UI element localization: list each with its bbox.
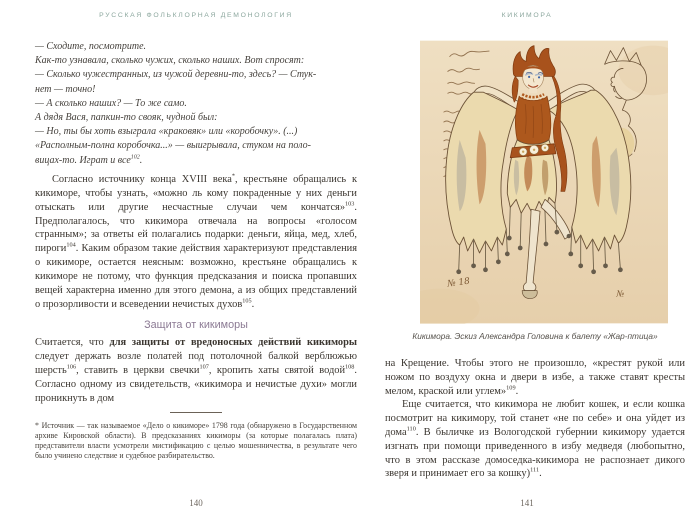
page-number-left: 140 bbox=[189, 498, 203, 508]
illustration-kikimora-costume-sketch bbox=[420, 40, 668, 324]
dialogue-line: — Сколько чужестранных, из чужой деревни-то, здесь? — Стук- bbox=[35, 69, 317, 81]
paragraph-divination: Согласно источнику конца XVIII века*, крестьяне обращались к кикиморе, чтобы узнать, «можно ль кому покраденные у них деньги отыскать или другие несчастные случаи чем кончатся»$^{103}$. Предполагалось, что кикимора отвечала на вопросы «голосом странным»; за ответы ей полагались подарки: деньги, яйца, мед, хлеб, пироги$^{104}$. Каким образом такие действия характеризуют представления о кикиморе, остается неясным: возможно, крестьяне обращались к кикиморе не потому, что функция предсказания и поиска пропавших вещей характерна именно для этого демона, а из общих представлений о прозорливости и всеведении нечистых духов$^{105}$. bbox=[35, 172, 357, 310]
running-head-left: РУССКАЯ ФОЛЬКЛОРНАЯ ДЕМОНОЛОГИЯ bbox=[99, 12, 293, 19]
dialogue-line: А дядя Вася, папкин-то свояк, чудной был: bbox=[35, 112, 218, 124]
sketch-number-mark-left: № 18 bbox=[446, 276, 471, 290]
sketch-number-mark-right: № bbox=[616, 288, 625, 299]
dialogue-line: вицах-то. Играт и все$^{102}$. bbox=[35, 154, 143, 166]
dialogue-line: — Сходите, посмотрите. bbox=[35, 41, 147, 52]
dialogue-line: — Но, ты бы хоть взыграла «краковяк» или «коробочку». (...) bbox=[35, 126, 298, 138]
page-number-right: 141 bbox=[520, 498, 534, 508]
footnote-source: * Источник — так называемое «Дело о кикиморе» 1798 года (обнаружено в Государственном архиве Кировской области). В предсказаниях кикиморы (за которые полагалась плата) представители власти усмотрели мистификацию с целью мошенничества, в результате чего было учинено следствие и судебное разбирательство. bbox=[35, 421, 357, 460]
section-heading: Защита от кикиморы bbox=[144, 318, 248, 331]
dialogue-line: — А сколько наших? — То же само. bbox=[35, 97, 187, 109]
dialogue-line: «Располным-полна коробочка...» — выигрывала, стуком на поло- bbox=[35, 140, 311, 152]
footnote-rule bbox=[170, 412, 222, 413]
dialogue-line: нет — точно! bbox=[35, 83, 96, 95]
paragraph-crosses: на Крещение. Чтобы этого не произошло, «крестят рукой или ножом по воздуху окна и двери в избе, а также ставят кресты мелом, краской или углем»$^{109}$. bbox=[385, 358, 685, 397]
left-page-text-column bbox=[35, 40, 357, 461]
folklore-dialogue-block bbox=[35, 40, 357, 168]
necklace bbox=[515, 94, 550, 144]
dialogue-line: Как-то узнавала, сколько чужих, сколько наших. Вот спросят: bbox=[35, 55, 305, 67]
paragraph-protection: Считается, что для защиты от вредоносных действий кикиморы следует держать возле полатей под потолочной балкой верблюжью шерсть$^{106}$, ставить в церкви свечки$^{107}$, кропить хаты святой водой$^{108}$. Согласно одному из свидетельств, «кикимора и нечистые духи» могли проникнуть в дом bbox=[35, 336, 357, 404]
illustration-caption: Кикимора. Эскиз Александра Головина к балету «Жар-птица» bbox=[412, 331, 658, 341]
paragraph-cats-and-bear: Еще считается, что кикимора не любит кошек, и если кошка посмотрит на кикимору, той станет «не по себе» и она уйдет из дома$^{110}$. В быличке из Вологодской губернии кикимору удается изгнать при помощи приведенного в избу медведя (любопытно, что в этом рассказе домоседка-кикимора не распознает дикого зверя и принимает его за кошку)$^{111}$. bbox=[385, 399, 685, 480]
running-head-right: КИКИМОРА bbox=[501, 12, 553, 19]
right-page-text-column bbox=[385, 357, 685, 481]
